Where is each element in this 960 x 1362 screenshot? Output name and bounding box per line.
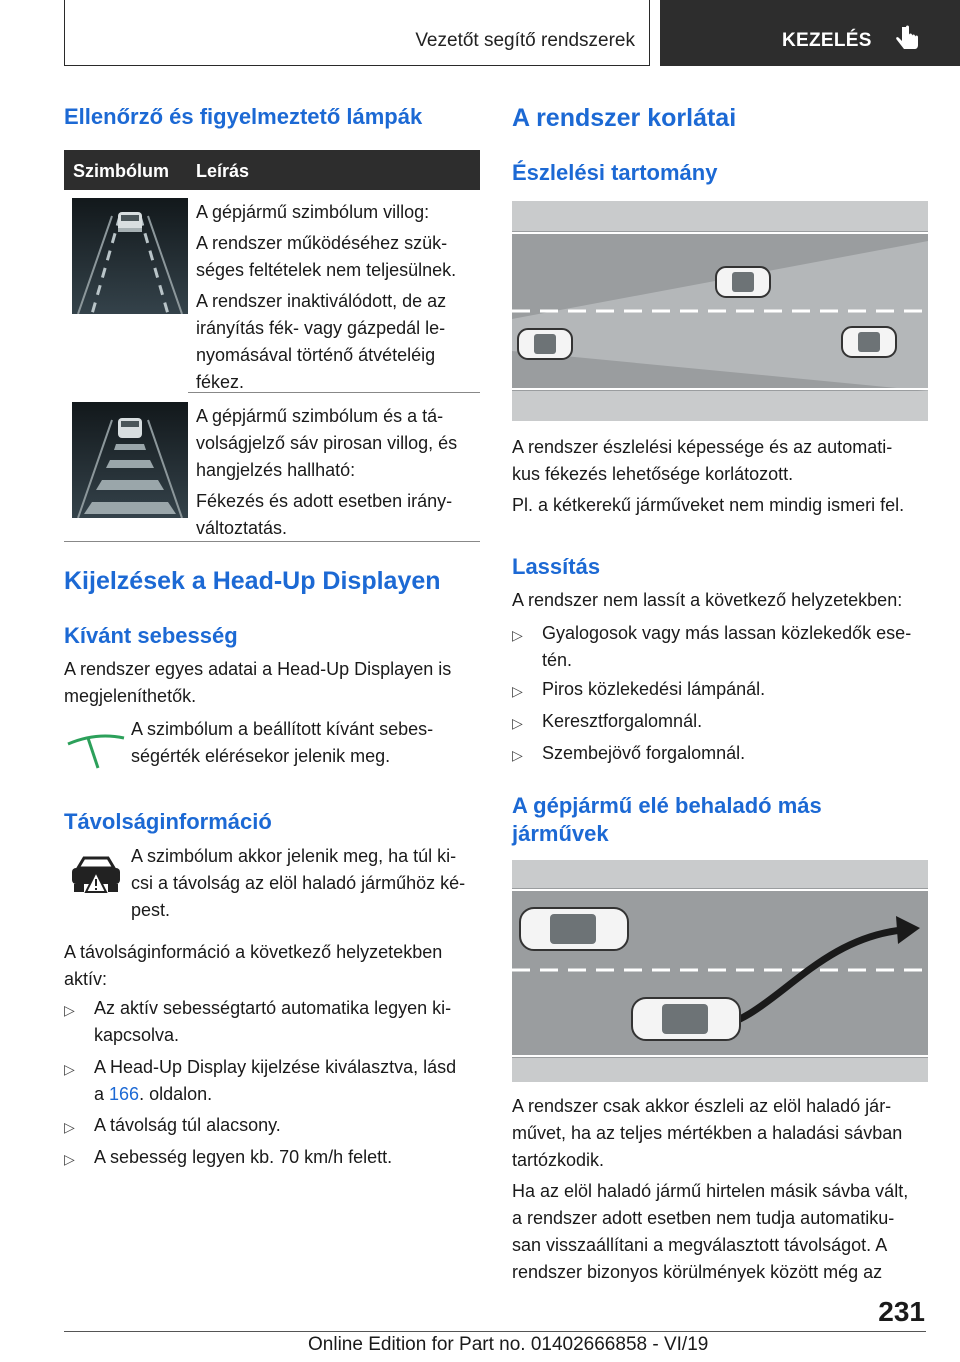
distance-info-description <box>131 843 481 924</box>
paragraph-line: rendszer bizonyos körülmények között még az <box>512 1262 883 1282</box>
triangle-bullet-icon: ▷ <box>512 627 523 643</box>
hand-pointer-icon <box>895 25 921 55</box>
text-fragment: . oldalon. <box>139 1084 213 1104</box>
paragraph-line: művet, ha az teljes mértékben a haladási sávban <box>512 1123 903 1143</box>
desired-speed-heading: Kívánt sebesség <box>64 623 238 648</box>
triangle-bullet-icon: ▷ <box>512 683 523 699</box>
hud-heading: Kijelzések a Head-Up Displayen <box>64 567 441 595</box>
triangle-bullet-icon: ▷ <box>64 1061 75 1077</box>
heading-line: járművek <box>512 821 609 846</box>
chapter-tab-label: KEZELÉS <box>782 30 872 51</box>
row2-line: A gépjármű szimbólum és a tá- <box>196 406 444 426</box>
table-row-divider <box>188 392 480 393</box>
footer-rule <box>64 1331 926 1332</box>
list-item-line: Gyalogosok vagy más lassan közlekedők ese- <box>542 623 912 643</box>
list-item-text <box>94 995 451 1049</box>
list-item-line: A Head-Up Display kijelzése kiválasztva, lásd <box>94 1057 457 1077</box>
table-bottom-rule <box>64 541 480 542</box>
table-header <box>64 150 480 190</box>
distance-warning-car-icon <box>66 852 126 902</box>
row2-line: hangjelzés hallható: <box>196 460 356 480</box>
acc-car-symbol-flashing-image <box>72 198 188 314</box>
paragraph-line: Pl. a kétkerekű járműveket nem mindig ismeri fel. <box>512 495 905 515</box>
deceleration-heading: Lassítás <box>512 554 601 579</box>
triangle-bullet-icon: ▷ <box>512 715 523 731</box>
cut-in-heading <box>512 792 822 848</box>
row1-line: A rendszer inaktiválódott, de az <box>196 291 447 311</box>
row2-line: volságjelző sáv pirosan villog, és <box>196 433 458 453</box>
paragraph-line: san visszaállítani a megválasztott távolságot. A <box>512 1235 888 1255</box>
text-fragment: a <box>94 1084 110 1104</box>
detection-range-illustration <box>512 201 928 421</box>
desired-speed-description <box>131 716 481 770</box>
edition-footer: Online Edition for Part no. 01402666858 - VI/19 <box>308 1334 709 1355</box>
heading-line: A gépjármű elé behaladó más <box>512 793 822 818</box>
paragraph-line: A rendszer csak akkor észleli az elöl haladó jár- <box>512 1096 892 1116</box>
paragraph-line: A rendszer egyes adatai a Head-Up Displayen is <box>64 659 452 679</box>
list-item-text: A sebesség legyen kb. 70 km/h felett. <box>94 1147 393 1167</box>
paragraph-line: aktív: <box>64 969 108 989</box>
chapter-tab[interactable] <box>660 0 960 66</box>
list-item-text: A távolság túl alacsony. <box>94 1115 281 1135</box>
row2-line: Fékezés és adott esetben irány- <box>196 491 453 511</box>
distance-info-intro <box>64 939 480 993</box>
deceleration-intro: A rendszer nem lassít a következő helyzetekben: <box>512 590 903 610</box>
list-item-text <box>94 1054 456 1108</box>
paragraph-line: pest. <box>131 900 171 920</box>
list-item-text <box>542 620 911 674</box>
paragraph-line: tartózkodik. <box>512 1150 605 1170</box>
list-item-line: Az aktív sebességtartó automatika legyen ki- <box>94 998 452 1018</box>
triangle-bullet-icon: ▷ <box>64 1002 75 1018</box>
lamps-heading: Ellenőrző és figyelmeztető lámpák <box>64 104 423 129</box>
paragraph-line: a rendszer adott esetben nem tudja automatiku- <box>512 1208 895 1228</box>
paragraph-line: A rendszer észlelési képessége és az automati- <box>512 437 893 457</box>
triangle-bullet-icon: ▷ <box>512 747 523 763</box>
list-item-text: Keresztforgalomnál. <box>542 711 703 731</box>
row1-line: fékez. <box>196 372 245 392</box>
desired-speed-intro <box>64 656 480 710</box>
list-item-line <box>94 1081 456 1108</box>
running-header-section: Vezetőt segítő rendszerek <box>415 30 635 51</box>
page-number: 231 <box>878 1296 925 1327</box>
table-header-symbol: Szimbólum <box>73 161 170 181</box>
cut-in-text <box>512 1093 928 1286</box>
row1-line: nyomásával történő átvételéig <box>196 345 436 365</box>
speed-reached-marker-icon <box>64 724 128 774</box>
row2-line: változtatás. <box>196 518 288 538</box>
row1-line: A rendszer működéséhez szük- <box>196 233 448 253</box>
list-item-line: kapcsolva. <box>94 1025 180 1045</box>
page-reference-link[interactable]: 166 <box>109 1084 140 1104</box>
distance-info-heading: Távolságinformáció <box>64 809 272 834</box>
cut-in-vehicle-illustration <box>512 860 928 1082</box>
detection-range-text <box>512 434 928 519</box>
row2-description <box>196 403 480 542</box>
limits-heading: A rendszer korlátai <box>512 104 737 132</box>
row1-line: A gépjármű szimbólum villog: <box>196 202 430 222</box>
row1-description <box>196 199 480 396</box>
row1-line: séges feltételek nem teljesülnek. <box>196 260 457 280</box>
running-header-box <box>64 0 650 66</box>
paragraph-line: kus fékezés lehetősége korlátozott. <box>512 464 794 484</box>
list-item-text: Szembejövő forgalomnál. <box>542 743 746 763</box>
list-item-text: Piros közlekedési lámpánál. <box>542 679 766 699</box>
detection-range-heading: Észlelési tartomány <box>512 160 718 185</box>
paragraph-line: Ha az elöl haladó jármű hirtelen másik sávba vált, <box>512 1181 909 1201</box>
paragraph-line: ségérték elérésekor jelenik meg. <box>131 746 391 766</box>
triangle-bullet-icon: ▷ <box>64 1151 75 1167</box>
paragraph-line: A távolságinformáció a következő helyzetekben <box>64 942 443 962</box>
row1-line: irányítás fék- vagy gázpedál le- <box>196 318 446 338</box>
paragraph-line: A szimbólum akkor jelenik meg, ha túl ki- <box>131 846 457 866</box>
paragraph-line: A szimbólum a beállított kívánt sebes- <box>131 719 434 739</box>
acc-distance-bar-flashing-image <box>72 402 188 518</box>
table-header-description: Leírás <box>196 161 250 181</box>
triangle-bullet-icon: ▷ <box>64 1119 75 1135</box>
list-item-line: tén. <box>542 650 573 670</box>
paragraph-line: megjeleníthetők. <box>64 686 197 706</box>
paragraph-line: csi a távolság az elöl haladó járműhöz ké- <box>131 873 466 893</box>
